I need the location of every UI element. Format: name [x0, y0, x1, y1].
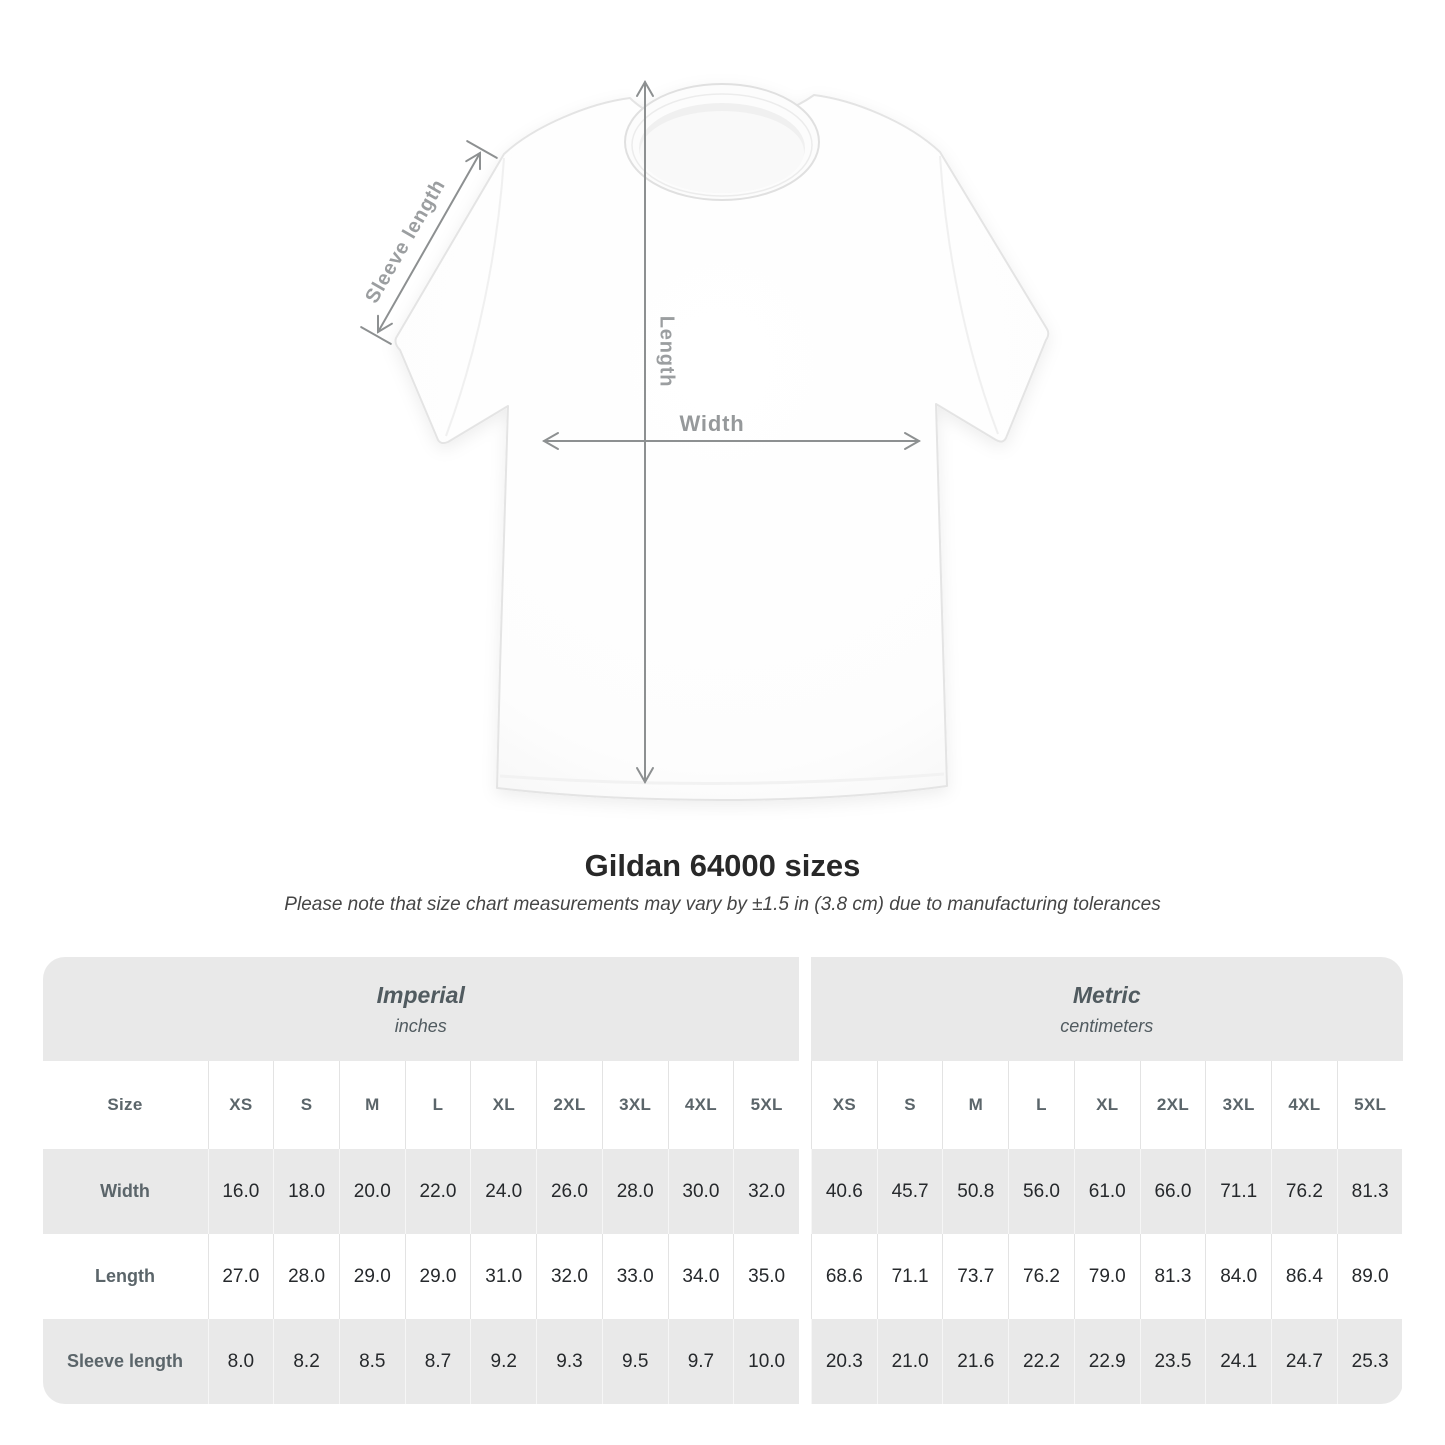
- value-cell: 71.1: [877, 1234, 943, 1319]
- value-cell: 10.0: [733, 1319, 799, 1404]
- value-cell: 79.0: [1074, 1234, 1140, 1319]
- value-cell: 86.4: [1271, 1234, 1337, 1319]
- value-cell: 76.2: [1271, 1149, 1337, 1234]
- value-cell: 23.5: [1140, 1319, 1206, 1404]
- table-row: [43, 1319, 1403, 1404]
- value-cell: 24.7: [1271, 1319, 1337, 1404]
- size-corner-header: Size: [43, 1061, 208, 1149]
- value-cell: 45.7: [877, 1149, 943, 1234]
- value-cell: 32.0: [733, 1149, 799, 1234]
- table-row: [43, 1234, 1403, 1319]
- imperial-group-name: Imperial: [376, 981, 465, 1008]
- value-cell: 9.5: [602, 1319, 668, 1404]
- table-row: [43, 1149, 1403, 1234]
- value-cell: 28.0: [602, 1149, 668, 1234]
- value-cell: 20.0: [339, 1149, 405, 1234]
- value-cell: 32.0: [536, 1234, 602, 1319]
- size-col-header: XS: [208, 1061, 274, 1149]
- value-cell: 35.0: [733, 1234, 799, 1319]
- collar-inner: [640, 111, 804, 193]
- width-label: Width: [679, 411, 745, 436]
- imperial-group-unit: inches: [394, 1015, 447, 1036]
- table-gap: [799, 1149, 811, 1234]
- value-cell: 22.2: [1008, 1319, 1074, 1404]
- value-cell: 29.0: [405, 1234, 471, 1319]
- value-cell: 25.3: [1337, 1319, 1403, 1404]
- size-col-header: 5XL: [733, 1061, 799, 1149]
- size-col-header: S: [877, 1061, 943, 1149]
- size-table: [43, 957, 1403, 1404]
- value-cell: 22.0: [405, 1149, 471, 1234]
- value-cell: 81.3: [1337, 1149, 1403, 1234]
- size-col-header: M: [339, 1061, 405, 1149]
- row-label: Sleeve length: [43, 1319, 208, 1404]
- value-cell: 33.0: [602, 1234, 668, 1319]
- value-cell: 8.2: [273, 1319, 339, 1404]
- size-col-header: L: [405, 1061, 471, 1149]
- value-cell: 56.0: [1008, 1149, 1074, 1234]
- value-cell: 26.0: [536, 1149, 602, 1234]
- metric-group-name: Metric: [1072, 981, 1141, 1008]
- page-title: Gildan 64000 sizes: [584, 848, 861, 883]
- value-cell: 61.0: [1074, 1149, 1140, 1234]
- value-cell: 9.3: [536, 1319, 602, 1404]
- value-cell: 8.7: [405, 1319, 471, 1404]
- value-cell: 21.6: [942, 1319, 1008, 1404]
- page-subtitle: Please note that size chart measurements may vary by ±1.5 in (3.8 cm) due to manufacturing tolerances: [284, 894, 1161, 915]
- unit-group-row: [43, 957, 1403, 1061]
- length-label: Length: [655, 315, 678, 388]
- value-cell: 28.0: [273, 1234, 339, 1319]
- size-col-header: 5XL: [1337, 1061, 1403, 1149]
- size-col-header: L: [1008, 1061, 1074, 1149]
- value-cell: 27.0: [208, 1234, 274, 1319]
- value-cell: 30.0: [668, 1149, 734, 1234]
- value-cell: 9.7: [668, 1319, 734, 1404]
- value-cell: 31.0: [470, 1234, 536, 1319]
- size-col-header: XL: [1074, 1061, 1140, 1149]
- value-cell: 20.3: [811, 1319, 877, 1404]
- value-cell: 84.0: [1205, 1234, 1271, 1319]
- value-cell: 29.0: [339, 1234, 405, 1319]
- size-header-row: [43, 1061, 1403, 1149]
- metric-group-header: [811, 957, 1403, 1061]
- value-cell: 9.2: [470, 1319, 536, 1404]
- value-cell: 8.5: [339, 1319, 405, 1404]
- value-cell: 81.3: [1140, 1234, 1206, 1319]
- row-label: Width: [43, 1149, 208, 1234]
- value-cell: 66.0: [1140, 1149, 1206, 1234]
- table-gap: [799, 1234, 811, 1319]
- imperial-group-header: [43, 957, 800, 1061]
- value-cell: 76.2: [1008, 1234, 1074, 1319]
- size-col-header: XS: [811, 1061, 877, 1149]
- metric-group-unit: centimeters: [1060, 1015, 1154, 1036]
- size-col-header: 2XL: [1140, 1061, 1206, 1149]
- value-cell: 89.0: [1337, 1234, 1403, 1319]
- size-col-header: 4XL: [1271, 1061, 1337, 1149]
- value-cell: 18.0: [273, 1149, 339, 1234]
- size-col-header: S: [273, 1061, 339, 1149]
- value-cell: 21.0: [877, 1319, 943, 1404]
- value-cell: 16.0: [208, 1149, 274, 1234]
- size-col-header: 3XL: [602, 1061, 668, 1149]
- value-cell: 34.0: [668, 1234, 734, 1319]
- size-col-header: 3XL: [1205, 1061, 1271, 1149]
- row-label: Length: [43, 1234, 208, 1319]
- table-gap: [799, 957, 811, 1061]
- value-cell: 68.6: [811, 1234, 877, 1319]
- size-col-header: XL: [470, 1061, 536, 1149]
- value-cell: 24.0: [470, 1149, 536, 1234]
- heading: [0, 848, 1445, 917]
- sleeve-length-label: Sleeve length: [361, 175, 450, 308]
- value-cell: 8.0: [208, 1319, 274, 1404]
- value-cell: 71.1: [1205, 1149, 1271, 1234]
- table-gap: [799, 1061, 811, 1149]
- value-cell: 22.9: [1074, 1319, 1140, 1404]
- size-col-header: 2XL: [536, 1061, 602, 1149]
- value-cell: 24.1: [1205, 1319, 1271, 1404]
- table-gap: [799, 1319, 811, 1404]
- size-col-header: 4XL: [668, 1061, 734, 1149]
- value-cell: 73.7: [942, 1234, 1008, 1319]
- size-col-header: M: [942, 1061, 1008, 1149]
- value-cell: 50.8: [942, 1149, 1008, 1234]
- value-cell: 40.6: [811, 1149, 877, 1234]
